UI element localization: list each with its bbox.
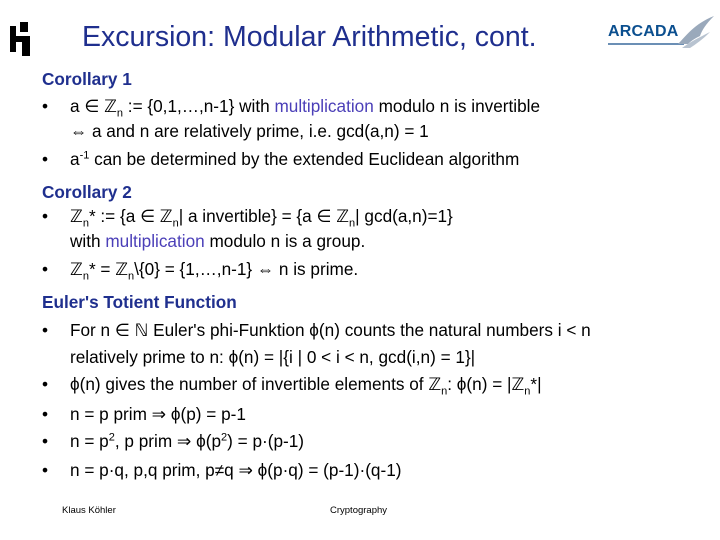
footer-author: Klaus Köhler [62,505,116,516]
footer-course: Cryptography [330,505,388,516]
section-heading-corollary-2: Corollary 2 [42,182,132,202]
bullet: • [42,96,49,116]
arcada-logo-text: ARCADA [608,23,679,40]
arcada-logo [604,14,716,58]
bullet: • [42,431,49,451]
bullet: • [42,374,49,394]
bullet: • [42,149,49,169]
corner-logo-icon [6,18,34,58]
section-heading-corollary-1: Corollary 1 [42,69,132,89]
arcada-logo-underline [608,43,684,45]
bullet: • [42,404,49,424]
bullet: • [42,259,49,279]
bullet: • [42,206,49,226]
bullet: • [42,320,49,340]
section-heading-euler-totient: Euler's Totient Function [42,292,237,312]
page-title: Excursion: Modular Arithmetic, cont. [82,21,537,53]
bullet: • [42,460,49,480]
wing-icon [676,14,716,54]
